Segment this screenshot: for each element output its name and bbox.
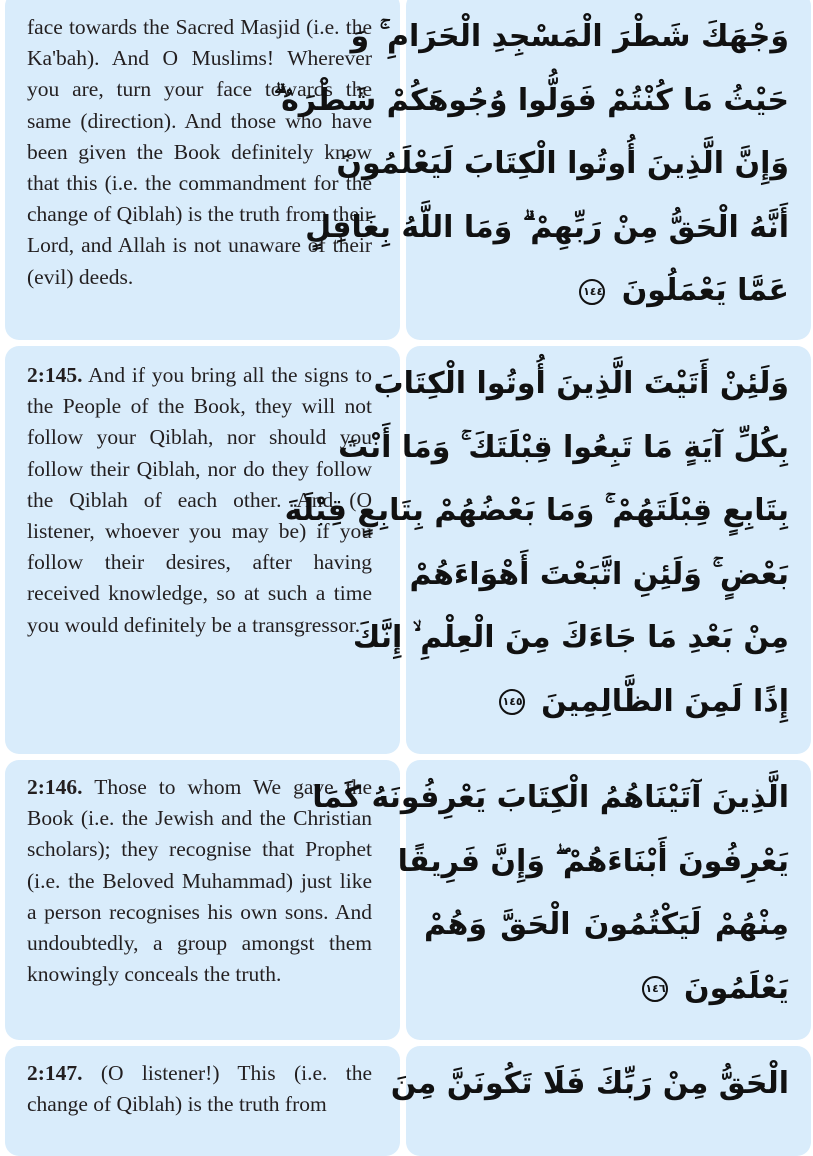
translation-panel-row-2 (5, 346, 400, 754)
arabic-line: بِتَابِعٍ قِبْلَتَهُمْ ۚ وَمَا بَعْضُهُمْ بِتَابِعٍ قِبْلَةَ (284, 493, 789, 528)
arabic-line: مِنْهُمْ لَيَكْتُمُونَ الْحَقَّ وَهُمْ (424, 907, 789, 942)
arabic-verse (312, 760, 811, 1020)
arabic-line-text: يَعْلَمُونَ (684, 970, 789, 1006)
arabic-line: حَيْثُ مَا كُنْتُمْ فَوَلُّوا وُجُوهَكُمْ شَطْرَهُ ۗ (273, 82, 789, 118)
arabic-line: بَعْضٍ ۚ وَلَئِنِ اتَّبَعْتَ أَهْوَاءَهُمْ (409, 556, 789, 592)
verse-end-marker: ١٤٦ (642, 976, 668, 1002)
arabic-verse (284, 346, 811, 733)
arabic-line: يَعْرِفُونَ أَبْنَاءَهُمْ ۖ وَإِنَّ فَرِيقًا (397, 843, 789, 879)
arabic-line: بِكُلِّ آيَةٍ مَا تَبِعُوا قِبْلَتَكَ ۚ وَمَا أَنْتَ (338, 429, 789, 465)
arabic-line: الَّذِينَ آتَيْنَاهُمُ الْكِتَابَ يَعْرِفُونَهُ كَمَا (312, 780, 789, 815)
arabic-verse (390, 1046, 811, 1116)
arabic-line (424, 957, 789, 1021)
arabic-line: مِنْ بَعْدِ مَا جَاءَكَ مِنَ الْعِلْمِ ۙ إِنَّكَ (352, 620, 789, 655)
arabic-verse (273, 0, 811, 323)
arabic-line: وَلَئِنْ أَتَيْتَ الَّذِينَ أُوتُوا الْكِتَابَ (373, 366, 789, 401)
translation-panel-row-4 (5, 1046, 400, 1156)
arabic-panel-row-2 (284, 346, 811, 754)
english-text: And if you bring all the signs to the People of the Book, they will not follow your Qiblah, nor should you follow their Qiblah, nor do they follow the Qiblah of each other. And (O listener, whoever you may be) if you follow their desires, after having received knowledge, so at such a time you would definitely be a transgressor. (27, 363, 372, 637)
verse-reference: 2:146. (27, 775, 83, 799)
arabic-line: أَنَّهُ الْحَقُّ مِنْ رَبِّهِمْ ۗ وَمَا اللَّهُ بِغَافِلٍ (305, 209, 789, 245)
english-text: face towards the Sacred Masjid (i.e. the Ka'bah). And O Muslims! Wherever you are, turn your face towards the same (direction). And those who have been given the Book definitely know that this (i.e. the commandment for the change of Qiblah) is the truth from their Lord, and Allah is not unaware of their (evil) deeds. (27, 15, 372, 289)
arabic-line-text: إِذًا لَمِنَ الظَّالِمِينَ (541, 683, 789, 719)
verse-end-marker: ١٤٥ (499, 689, 525, 715)
verse-reference: 2:145. (27, 363, 83, 387)
arabic-panel-row-3 (312, 760, 811, 1040)
english-translation (5, 1046, 400, 1120)
arabic-line-text: عَمَّا يَعْمَلُونَ (621, 273, 789, 308)
arabic-line (424, 670, 789, 734)
arabic-line: وَجْهَكَ شَطْرَ الْمَسْجِدِ الْحَرَامِ ۚ وَ (350, 19, 789, 54)
arabic-line: وَإِنَّ الَّذِينَ أُوتُوا الْكِتَابَ لَيَعْلَمُونَ (336, 146, 789, 181)
english-text: (O listener!) This (i.e. the change of Qiblah) is the truth from (27, 1061, 372, 1117)
arabic-line: الْحَقُّ مِنْ رَبِّكَ فَلَا تَكُونَنَّ مِنَ (390, 1066, 789, 1101)
arabic-panel-row-4 (390, 1046, 811, 1156)
verse-reference: 2:147. (27, 1061, 83, 1085)
verse-end-marker: ١٤٤ (579, 279, 605, 305)
arabic-panel-row-1 (273, 0, 811, 340)
english-text: Those to whom We gave the Book (i.e. the Jewish and the Christian scholars); they recognise that Prophet (i.e. the Beloved Muhammad) just like a person recognises his own sons. And undoubtedly, a group amongst them knowingly conceals the truth. (27, 775, 372, 987)
arabic-line (424, 259, 789, 323)
